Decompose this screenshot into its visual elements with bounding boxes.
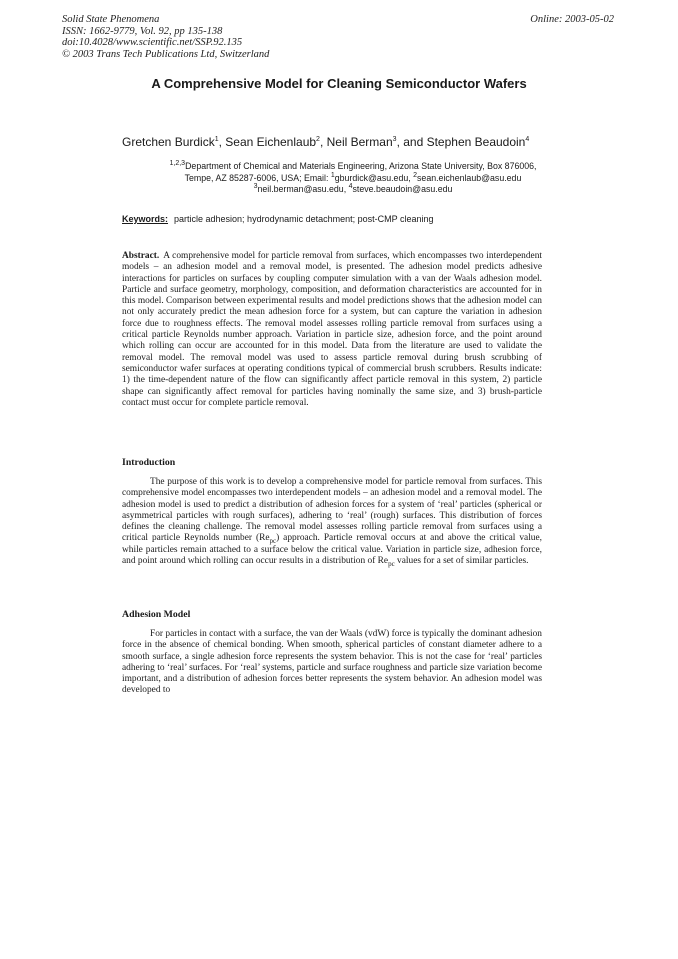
paper-title: A Comprehensive Model for Cleaning Semiconductor Wafers xyxy=(151,76,527,91)
author-sup: 4 xyxy=(525,136,530,143)
email-link[interactable]: neil.berman@asu.edu, xyxy=(257,184,349,194)
author-name: Gretchen Burdick xyxy=(122,135,215,149)
copyright-line: © 2003 Trans Tech Publications Ltd, Switzerland xyxy=(62,48,270,60)
author-sep: , and xyxy=(396,135,427,149)
journal-header xyxy=(62,14,614,60)
keywords xyxy=(122,214,582,224)
author-name: Stephen Beaudoin xyxy=(426,135,526,149)
section-heading-adhesion: Adhesion Model xyxy=(122,609,191,620)
email-link[interactable]: gburdick@asu.edu, xyxy=(334,172,414,183)
author-sep: , xyxy=(218,135,226,149)
author-list xyxy=(122,135,582,149)
intro-text-a: The purpose of this work is to develop a comprehensive model for particle removal from surfaces. This comprehensive model encompasses two interdependent models – an adhesion model and a removal model. The adhesion model is used to predict a distribution of adhesion forces for a system of ‘real’ particles (spherical or asymmetrical particles with rough surfaces), adhering to ‘real’ (rough) surfaces. This distribution of forces defines the cleaning challenge. The removal model assesses rolling particle removal from surfaces using a critical particle Reynolds number (Re xyxy=(122,477,542,544)
intro-text-c: values for a set of similar particles. xyxy=(394,556,529,567)
email-sup: 3 xyxy=(253,183,258,191)
issn-line: ISSN: 1662-9779, Vol. 92, pp 135-138 xyxy=(62,25,223,37)
email-sup: 2 xyxy=(413,171,418,179)
email-link[interactable]: steve.beaudoin@asu.edu xyxy=(352,184,453,194)
author-name: Neil Berman xyxy=(326,135,393,149)
affil-line1: Department of Chemical and Materials Engineering, Arizona State University, Box 876006, xyxy=(185,161,537,171)
doi-line: doi:10.4028/www.scientific.net/SSP.92.135 xyxy=(62,37,243,48)
adhesion-paragraph: For particles in contact with a surface, the van der Waals (vdW) force is typically the dominant adhesion force in the absence of chemical bonding. When smooth, spherical particles of constant diameter adhere to a smooth surface, a single adhesion force represents the system behavior. This is not the case for ‘real’ particles adhering to ‘real’ surfaces. For ‘real’ systems, particle and surface roughness and particle size variation become important, and a distribution of adhesion forces better represents the system behavior. An adhesion model was developed to xyxy=(122,629,542,696)
author-name: Sean Eichenlaub xyxy=(225,135,317,149)
abstract-label: Abstract. xyxy=(122,251,160,261)
abstract-text: A comprehensive model for particle removal from surfaces, which encompasses two interdependent models – an adhesion model and a removal model, is presented. The adhesion model predicts adhesive interactions for particles on surfaces by coupling computer simulation with a van der Waals adhesion model. Particle and surface geometry, morphology, composition, and deformation characteristics are accounted for in this model. Comparison between experimental results and model predictions shows that the adhesion model can not only accurately predict the mean adhesion force for a system, but can capture the variation in adhesion force due to roughness effects. The removal model assesses rolling particle removal from surfaces using a critical particle Reynolds number approach. Variation in particle size, adhesion force, and the point around which rolling can occur are accounted for in this model. Data from the literature are used to validate the removal model. The removal model was used to assess particle removal during brush scrubbing of semiconductor wafer surfaces at operating conditions typical of commercial brush scrubbers. Results indicate: 1) the time-dependent nature of the flow can significantly affect particle removal in this system, 2) particle shape can significantly affect removal for particles having nominally the same size, and 3) brush-particle contact must occur for complete particle removal. xyxy=(122,251,542,408)
author-sep: , xyxy=(319,135,327,149)
intro-sub: pc xyxy=(269,537,277,546)
intro-sub: pc xyxy=(388,559,395,568)
affil-sup: 1,2,3 xyxy=(169,160,186,168)
affil-line2: Tempe, AZ 85287-6006, USA; Email: xyxy=(184,172,331,183)
email-link[interactable]: sean.eichenlaub@asu.edu xyxy=(417,172,522,183)
author-sup: 1 xyxy=(214,136,219,143)
keywords-text: particle adhesion; hydrodynamic detachment; post-CMP cleaning xyxy=(174,214,434,224)
email-sup: 1 xyxy=(330,171,335,179)
affiliation xyxy=(118,161,588,196)
online-date: Online: 2003-05-02 xyxy=(530,14,614,25)
keywords-label: Keywords: xyxy=(122,214,169,224)
intro-text-b: ) approach. Particle removal occurs at and above the critical value, while particles remain attached to a surface below the critical value. Variation in particle size, adhesion force, and point around which rolling can occur results in a distribution of Re xyxy=(122,533,542,567)
email-sup: 4 xyxy=(348,183,353,191)
author-sup: 3 xyxy=(392,136,397,143)
introduction-paragraph xyxy=(122,477,542,567)
journal-name: Solid State Phenomena xyxy=(62,14,160,25)
author-sup: 2 xyxy=(316,136,320,143)
abstract-paragraph xyxy=(122,251,542,409)
section-heading-introduction: Introduction xyxy=(122,457,176,468)
